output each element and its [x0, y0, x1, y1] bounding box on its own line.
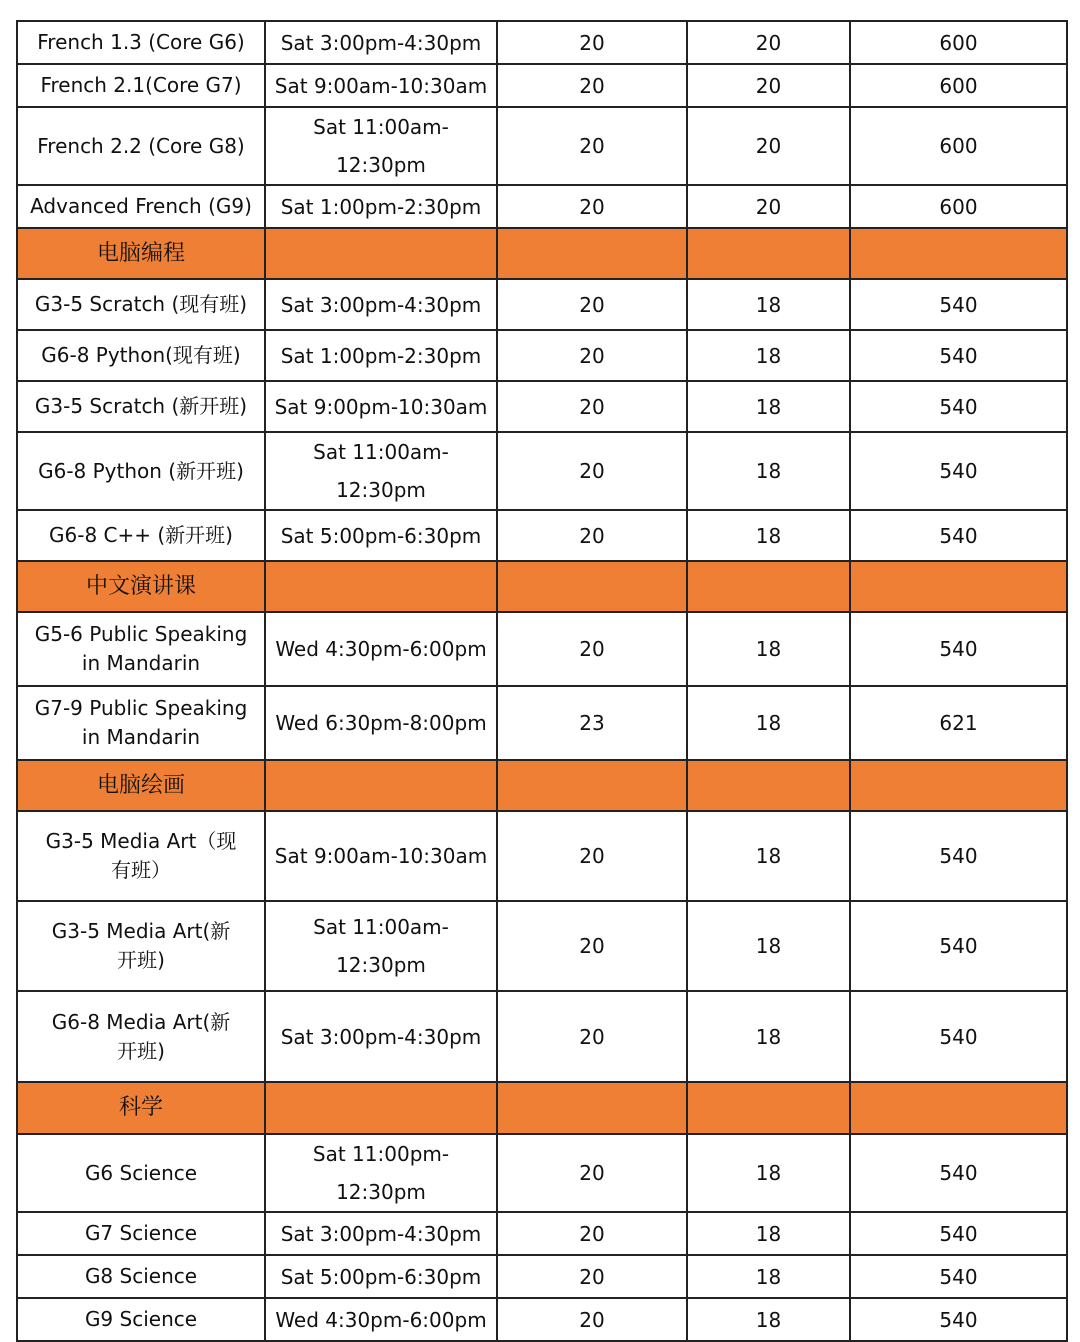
col-4-value: 18 — [687, 330, 850, 381]
class-time: Sat 9:00am-10:30am — [265, 811, 497, 901]
col-3-value: 20 — [497, 432, 687, 510]
class-time: Sat 11:00pm-12:30pm — [265, 1134, 497, 1212]
class-time: Sat 3:00pm-4:30pm — [265, 21, 497, 64]
category-empty-cell — [687, 1082, 850, 1134]
col-5-value: 540 — [850, 279, 1067, 330]
col-3-value: 20 — [497, 279, 687, 330]
category-empty-cell — [497, 561, 687, 612]
col-4-value: 20 — [687, 21, 850, 64]
course-row — [17, 1134, 1067, 1212]
class-time: Sat 1:00pm-2:30pm — [265, 185, 497, 228]
course-row — [17, 381, 1067, 432]
course-row — [17, 991, 1067, 1082]
category-empty-cell — [687, 760, 850, 811]
category-empty-cell — [265, 760, 497, 811]
category-name: 电脑编程 — [17, 228, 265, 279]
col-5-value: 540 — [850, 1134, 1067, 1212]
col-4-value: 18 — [687, 811, 850, 901]
category-name: 科学 — [17, 1082, 265, 1134]
course-name: G7 Science — [17, 1212, 265, 1255]
col-5-value: 540 — [850, 432, 1067, 510]
col-3-value: 20 — [497, 107, 687, 185]
course-row — [17, 612, 1067, 686]
course-name: G3-5 Scratch (新开班) — [17, 381, 265, 432]
col-3-value: 20 — [497, 1255, 687, 1298]
col-4-value: 18 — [687, 1134, 850, 1212]
col-5-value: 540 — [850, 1212, 1067, 1255]
col-5-value: 600 — [850, 185, 1067, 228]
col-3-value: 20 — [497, 381, 687, 432]
col-4-value: 18 — [687, 1255, 850, 1298]
course-name: Advanced French (G9) — [17, 185, 265, 228]
col-3-value: 20 — [497, 64, 687, 107]
col-4-value: 18 — [687, 510, 850, 561]
class-time: Sat 1:00pm-2:30pm — [265, 330, 497, 381]
class-time: Sat 3:00pm-4:30pm — [265, 1212, 497, 1255]
col-5-value: 540 — [850, 991, 1067, 1082]
col-3-value: 23 — [497, 686, 687, 760]
category-empty-cell — [850, 228, 1067, 279]
class-time: Sat 3:00pm-4:30pm — [265, 991, 497, 1082]
course-name: French 1.3 (Core G6) — [17, 21, 265, 64]
course-row — [17, 1298, 1067, 1341]
category-empty-cell — [497, 228, 687, 279]
col-4-value: 18 — [687, 901, 850, 991]
col-3-value: 20 — [497, 1212, 687, 1255]
col-5-value: 600 — [850, 107, 1067, 185]
category-empty-cell — [497, 760, 687, 811]
col-5-value: 600 — [850, 21, 1067, 64]
course-name: G6 Science — [17, 1134, 265, 1212]
col-4-value: 18 — [687, 1212, 850, 1255]
col-3-value: 20 — [497, 330, 687, 381]
col-5-value: 540 — [850, 330, 1067, 381]
course-row — [17, 64, 1067, 107]
class-time: Sat 3:00pm-4:30pm — [265, 279, 497, 330]
course-row — [17, 901, 1067, 991]
class-time: Sat 9:00pm-10:30am — [265, 381, 497, 432]
category-empty-cell — [687, 228, 850, 279]
col-4-value: 20 — [687, 64, 850, 107]
col-3-value: 20 — [497, 510, 687, 561]
category-name: 中文演讲课 — [17, 561, 265, 612]
course-name: G6-8 Python(现有班) — [17, 330, 265, 381]
course-row — [17, 432, 1067, 510]
category-name: 电脑绘画 — [17, 760, 265, 811]
col-4-value: 18 — [687, 432, 850, 510]
class-time: Wed 4:30pm-6:00pm — [265, 1298, 497, 1341]
col-5-value: 540 — [850, 612, 1067, 686]
category-row — [17, 228, 1067, 279]
col-3-value: 20 — [497, 612, 687, 686]
course-row — [17, 1212, 1067, 1255]
col-4-value: 18 — [687, 991, 850, 1082]
schedule-table — [16, 20, 1068, 1342]
col-5-value: 540 — [850, 510, 1067, 561]
col-3-value: 20 — [497, 901, 687, 991]
course-row — [17, 330, 1067, 381]
category-empty-cell — [687, 561, 850, 612]
category-row — [17, 561, 1067, 612]
category-empty-cell — [850, 561, 1067, 612]
col-5-value: 600 — [850, 64, 1067, 107]
col-3-value: 20 — [497, 991, 687, 1082]
course-name: G6-8 C++ (新开班) — [17, 510, 265, 561]
category-empty-cell — [265, 561, 497, 612]
col-3-value: 20 — [497, 1298, 687, 1341]
course-name: French 2.2 (Core G8) — [17, 107, 265, 185]
course-row — [17, 510, 1067, 561]
col-3-value: 20 — [497, 1134, 687, 1212]
course-name: G5-6 Public Speaking in Mandarin — [17, 612, 265, 686]
col-4-value: 18 — [687, 1298, 850, 1341]
class-time: Sat 11:00am-12:30pm — [265, 432, 497, 510]
class-time: Wed 4:30pm-6:00pm — [265, 612, 497, 686]
col-4-value: 18 — [687, 279, 850, 330]
col-5-value: 540 — [850, 901, 1067, 991]
col-4-value: 18 — [687, 612, 850, 686]
col-4-value: 18 — [687, 686, 850, 760]
col-4-value: 20 — [687, 185, 850, 228]
class-time: Sat 11:00am-12:30pm — [265, 107, 497, 185]
course-name: G8 Science — [17, 1255, 265, 1298]
col-5-value: 540 — [850, 381, 1067, 432]
col-5-value: 621 — [850, 686, 1067, 760]
class-time: Sat 5:00pm-6:30pm — [265, 1255, 497, 1298]
class-time: Sat 11:00am-12:30pm — [265, 901, 497, 991]
col-4-value: 18 — [687, 381, 850, 432]
category-row — [17, 760, 1067, 811]
course-row — [17, 185, 1067, 228]
course-name: G3-5 Scratch (现有班) — [17, 279, 265, 330]
category-empty-cell — [265, 1082, 497, 1134]
col-3-value: 20 — [497, 21, 687, 64]
course-name: G3-5 Media Art(新开班) — [17, 901, 265, 991]
class-time: Sat 9:00am-10:30am — [265, 64, 497, 107]
course-row — [17, 279, 1067, 330]
course-name: G6-8 Python (新开班) — [17, 432, 265, 510]
col-3-value: 20 — [497, 185, 687, 228]
category-empty-cell — [850, 760, 1067, 811]
course-name: G9 Science — [17, 1298, 265, 1341]
col-3-value: 20 — [497, 811, 687, 901]
col-5-value: 540 — [850, 1298, 1067, 1341]
class-time: Wed 6:30pm-8:00pm — [265, 686, 497, 760]
course-row — [17, 107, 1067, 185]
col-4-value: 20 — [687, 107, 850, 185]
class-time: Sat 5:00pm-6:30pm — [265, 510, 497, 561]
course-row — [17, 686, 1067, 760]
schedule-body — [17, 21, 1067, 1341]
course-row — [17, 21, 1067, 64]
col-5-value: 540 — [850, 811, 1067, 901]
course-name: G7-9 Public Speaking in Mandarin — [17, 686, 265, 760]
col-5-value: 540 — [850, 1255, 1067, 1298]
category-row — [17, 1082, 1067, 1134]
category-empty-cell — [497, 1082, 687, 1134]
course-name: G6-8 Media Art(新开班) — [17, 991, 265, 1082]
category-empty-cell — [265, 228, 497, 279]
course-name: G3-5 Media Art（现有班） — [17, 811, 265, 901]
category-empty-cell — [850, 1082, 1067, 1134]
course-name: French 2.1(Core G7) — [17, 64, 265, 107]
course-row — [17, 811, 1067, 901]
course-row — [17, 1255, 1067, 1298]
